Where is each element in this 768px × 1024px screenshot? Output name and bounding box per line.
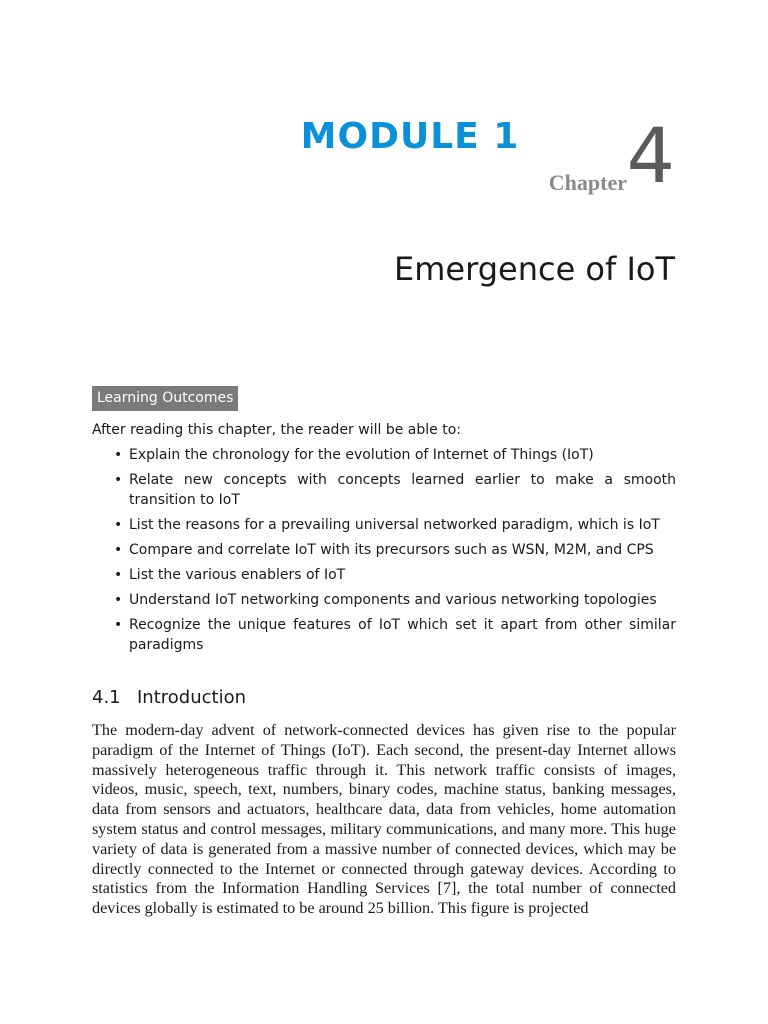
learning-outcomes-list: [92, 445, 676, 660]
chapter-number: 4: [626, 111, 675, 200]
section-number: 4.1: [92, 687, 121, 708]
learning-outcome-item: • Recognize the unique features of IoT which set it apart from other similar paradigms: [92, 615, 676, 655]
learning-outcome-item: • Compare and correlate IoT with its precursors such as WSN, M2M, and CPS: [92, 540, 676, 560]
section-title: Introduction: [137, 687, 247, 708]
learning-outcomes-badge: Learning Outcomes: [92, 386, 238, 411]
learning-outcome-item: • List the reasons for a prevailing universal networked paradigm, which is IoT: [92, 515, 676, 535]
chapter-label: Chapter: [548, 170, 627, 195]
learning-outcome-item: • List the various enablers of IoT: [92, 565, 676, 585]
learning-outcome-item: • Explain the chronology for the evolution of Internet of Things (IoT): [92, 445, 676, 465]
body-paragraph: The modern-day advent of network-connected devices has given rise to the popular paradigm of the Internet of Things (IoT). Each second, the present-day Internet allows massively heterogeneous traffic through it. This network traffic consists of images, videos, music, speech, text, numbers, binary codes, machine status, banking messages, data from sensors and actuators, healthcare data, data from vehicles, home automation system status and control messages, military communications, and many more. This huge variety of data is generated from a massive number of connected devices, which may be directly connected to the Internet or connected through gateway devices. According to statistics from the Information Handling Services [7], the total number of connected devices globally is estimated to be around 25 billion. This figure is projected: [92, 721, 676, 918]
learning-outcome-item: • Understand IoT networking components and various networking topologies: [92, 590, 676, 610]
module-title: MODULE 1: [300, 116, 520, 157]
section-heading: [92, 686, 246, 710]
learning-outcome-item: • Relate new concepts with concepts learned earlier to make a smooth transition to IoT: [92, 470, 676, 510]
learning-outcomes-intro: After reading this chapter, the reader will be able to:: [92, 422, 461, 438]
chapter-title: Emergence of IoT: [394, 250, 675, 288]
